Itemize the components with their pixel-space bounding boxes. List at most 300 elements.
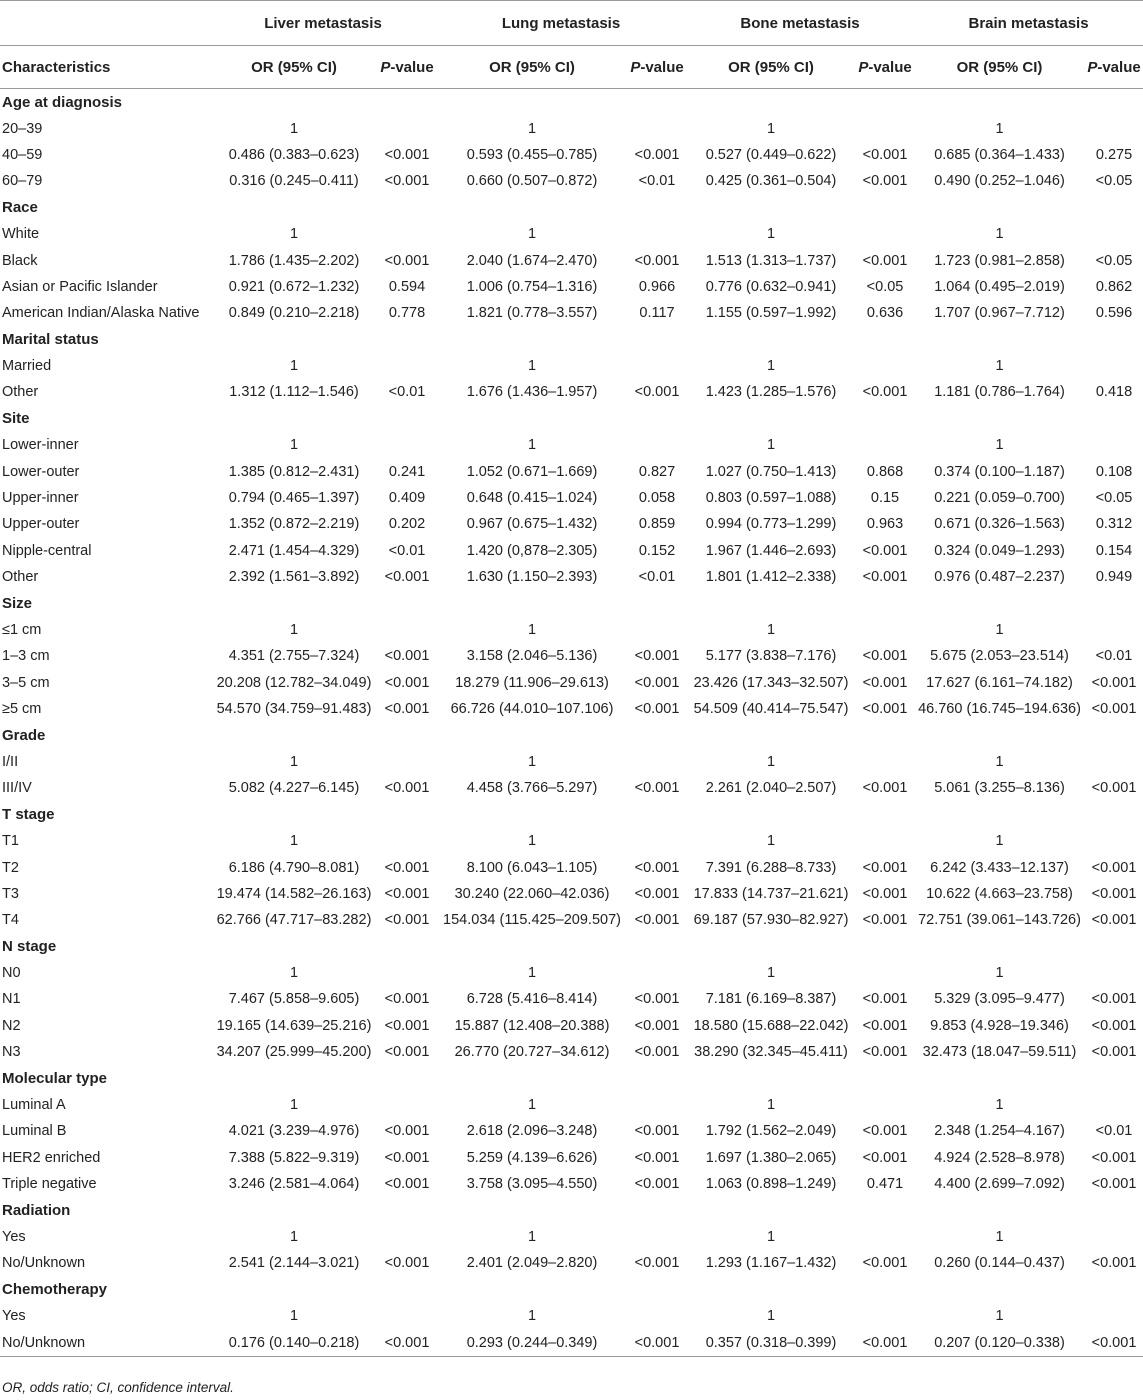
empty-cell <box>1085 195 1143 221</box>
table-row <box>0 274 1143 300</box>
p-value-cell-lung: <0.001 <box>634 1017 680 1034</box>
section-row <box>0 722 1143 748</box>
or-cell-bone: 1 <box>766 1308 776 1325</box>
or-cell-lung: 1 <box>527 1228 537 1245</box>
row-label: 20–39 <box>2 120 43 137</box>
p-value-cell-bone: 0.471 <box>866 1176 904 1193</box>
empty-cell <box>436 1277 628 1303</box>
or-cell-lung: 1.006 (0.754–1.316) <box>466 278 598 295</box>
empty-cell <box>856 722 914 748</box>
p-value-cell-liver: <0.001 <box>384 701 430 718</box>
empty-cell <box>378 1065 436 1091</box>
p-value-cell-bone: <0.001 <box>862 991 908 1008</box>
p-value-cell-lung: 0.827 <box>638 463 676 480</box>
p-value-cell-brain <box>1085 960 1143 986</box>
or-cell-brain: 0.671 (0.326–1.563) <box>934 516 1065 533</box>
empty-cell <box>856 934 914 960</box>
row-label: Yes <box>2 1228 26 1245</box>
section-label: Race <box>2 199 38 217</box>
or-cell-lung: 0.967 (0.675–1.432) <box>466 516 598 533</box>
or-cell-liver: 62.766 (47.717–83.282) <box>216 912 372 929</box>
p-value-cell-brain: <0.01 <box>1095 1123 1133 1140</box>
row-label: I/II <box>2 753 19 770</box>
or-cell-bone: 0.994 (0.773–1.299) <box>705 516 837 533</box>
row-label: 3–5 cm <box>2 674 50 691</box>
or-cell-brain: 0.221 (0.059–0.700) <box>934 490 1065 507</box>
table-row <box>0 775 1143 801</box>
group-header-lung: Lung metastasis <box>436 1 686 46</box>
p-value-cell-liver: <0.001 <box>384 1044 430 1061</box>
table-body <box>0 89 1143 1357</box>
or-cell-brain: 1.723 (0.981–2.858) <box>934 252 1065 269</box>
table-row <box>0 1013 1143 1039</box>
empty-cell <box>628 327 686 353</box>
or-cell-brain: 9.853 (4.928–19.346) <box>930 1017 1069 1034</box>
row-label: N2 <box>2 1017 21 1034</box>
or-cell-lung: 2.040 (1.674–2.470) <box>466 252 598 269</box>
p-value-header-liver <box>378 46 436 89</box>
table-row <box>0 1145 1143 1171</box>
p-value-cell-liver: <0.001 <box>384 569 430 586</box>
or-cell-liver: 2.392 (1.561–3.892) <box>228 569 360 586</box>
empty-cell <box>628 722 686 748</box>
or-cell-liver: 1 <box>289 226 299 243</box>
section-label: Grade <box>2 727 46 745</box>
or-cell-lung: 1.821 (0.778–3.557) <box>466 305 598 322</box>
empty-cell <box>378 89 436 116</box>
column-header-row <box>0 46 1143 89</box>
or-cell-liver: 7.388 (5.822–9.319) <box>228 1149 360 1166</box>
p-value-cell-brain: <0.001 <box>1091 1255 1137 1272</box>
empty-cell <box>856 327 914 353</box>
empty-cell <box>210 195 378 221</box>
p-value-cell-lung: <0.001 <box>628 1329 686 1356</box>
p-value-cell-brain: 0.312 <box>1095 516 1133 533</box>
p-value-cell-liver <box>378 960 436 986</box>
or-cell-liver: 1 <box>289 965 299 982</box>
or-cell-lung: 1 <box>527 965 537 982</box>
p-value-cell-brain <box>1085 1092 1143 1118</box>
or-cell-brain: 0.260 (0.144–0.437) <box>934 1255 1065 1272</box>
or-cell-bone: 2.261 (2.040–2.507) <box>705 780 837 797</box>
p-value-cell-brain: <0.001 <box>1091 1176 1137 1193</box>
p-letter: P <box>380 58 391 76</box>
or-cell-brain: 17.627 (6.161–74.182) <box>926 674 1073 691</box>
or-cell-brain: 1 <box>995 965 1004 982</box>
p-value-cell-bone <box>856 353 914 379</box>
or-cell-lung: 3.758 (3.095–4.550) <box>466 1176 598 1193</box>
p-value-cell-bone: <0.001 <box>862 1123 908 1140</box>
empty-cell <box>628 802 686 828</box>
p-value-cell-lung: <0.01 <box>638 173 676 190</box>
or-cell-liver: 20.208 (12.782–34.049) <box>216 674 372 691</box>
p-value-cell-liver <box>378 353 436 379</box>
or-cell-brain: 1 <box>995 1097 1004 1114</box>
or-cell-brain: 1 <box>995 358 1004 375</box>
or-cell-brain: 0.324 (0.049–1.293) <box>934 542 1065 559</box>
row-label: Asian or Pacific Islander <box>2 278 158 295</box>
section-label: Molecular type <box>2 1070 108 1088</box>
empty-cell <box>686 1197 856 1223</box>
p-value-cell-lung: <0.001 <box>634 1255 680 1272</box>
table-row <box>0 353 1143 379</box>
section-row <box>0 195 1143 221</box>
p-value-cell-bone: <0.001 <box>862 146 908 163</box>
or-cell-liver: 1.786 (1.435–2.202) <box>228 252 360 269</box>
p-value-header-brain <box>1085 46 1143 89</box>
or-cell-bone: 1.293 (1.167–1.432) <box>705 1255 837 1272</box>
p-value-cell-brain: 0.862 <box>1095 278 1133 295</box>
section-row <box>0 327 1143 353</box>
or-cell-liver: 0.849 (0.210–2.218) <box>228 305 360 322</box>
or-cell-lung: 18.279 (11.906–29.613) <box>455 674 609 691</box>
or-cell-brain: 1 <box>995 1228 1004 1245</box>
empty-cell <box>436 802 628 828</box>
empty-cell <box>628 1197 686 1223</box>
row-label: Other <box>2 569 39 586</box>
section-row <box>0 406 1143 432</box>
p-value-cell-bone: <0.001 <box>862 674 908 691</box>
p-value-cell-liver: <0.001 <box>384 1123 430 1140</box>
section-row <box>0 89 1143 116</box>
p-value-cell-brain: <0.001 <box>1085 1329 1143 1356</box>
or-cell-bone: 18.580 (15.688–22.042) <box>693 1017 849 1034</box>
p-value-cell-lung <box>628 617 686 643</box>
empty-cell <box>686 1065 856 1091</box>
p-value-cell-lung: <0.001 <box>634 1176 680 1193</box>
p-value-cell-brain: <0.001 <box>1091 912 1137 929</box>
or-cell-lung: 6.728 (5.416–8.414) <box>466 991 598 1008</box>
or-cell-liver: 1 <box>289 833 299 850</box>
row-label: No/Unknown <box>2 1255 86 1272</box>
or-cell-lung: 1 <box>527 226 537 243</box>
row-label: N1 <box>2 991 21 1008</box>
p-value-cell-bone: <0.001 <box>862 1149 908 1166</box>
table-row <box>0 854 1143 880</box>
or-cell-bone: 7.391 (6.288–8.733) <box>705 859 837 876</box>
or-cell-lung: 1 <box>527 753 537 770</box>
p-value-cell-bone: <0.001 <box>862 1255 908 1272</box>
or-cell-bone: 1 <box>766 437 776 454</box>
empty-cell <box>914 590 1085 616</box>
row-label: 1–3 cm <box>2 648 50 665</box>
or-cell-liver: 3.246 (2.581–4.064) <box>228 1176 360 1193</box>
p-value-cell-liver: 0.594 <box>388 278 426 295</box>
empty-cell <box>436 934 628 960</box>
or-cell-liver: 1 <box>289 120 299 137</box>
or-cell-bone: 1.063 (0.898–1.249) <box>705 1176 837 1193</box>
empty-cell <box>1085 934 1143 960</box>
characteristics-header: Characteristics <box>0 46 210 89</box>
or-cell-bone: 1.423 (1.285–1.576) <box>705 384 837 401</box>
empty-cell <box>628 1065 686 1091</box>
p-value-cell-bone: 0.868 <box>866 463 904 480</box>
or-cell-brain: 4.400 (2.699–7.092) <box>934 1176 1065 1193</box>
p-value-cell-lung <box>628 221 686 247</box>
table-row <box>0 485 1143 511</box>
or-cell-brain: 72.751 (39.061–143.726) <box>918 912 1081 929</box>
p-value-cell-liver: 0.202 <box>388 516 426 533</box>
row-label: Luminal A <box>2 1097 66 1114</box>
or-cell-liver: 54.570 (34.759–91.483) <box>216 701 372 718</box>
table-row <box>0 564 1143 590</box>
or-cell-lung: 66.726 (44.010–107.106) <box>450 701 614 718</box>
group-header-liver: Liver metastasis <box>210 1 436 46</box>
p-value-cell-bone: <0.05 <box>866 278 904 295</box>
or-cell-brain: 1 <box>995 437 1004 454</box>
or-cell-bone: 1 <box>766 622 776 638</box>
empty-cell <box>1085 406 1143 432</box>
section-label: Radiation <box>2 1202 71 1220</box>
group-header-blank <box>0 1 210 46</box>
row-label: Married <box>2 358 52 375</box>
section-row <box>0 1197 1143 1223</box>
p-value-cell-liver <box>378 432 436 458</box>
row-label: Other <box>2 384 39 401</box>
table-row <box>0 1039 1143 1065</box>
p-value-cell-liver: 0.241 <box>388 463 426 480</box>
empty-cell <box>914 1065 1085 1091</box>
p-value-cell-brain: <0.001 <box>1091 1044 1137 1061</box>
or-cell-bone: 1.027 (0.750–1.413) <box>705 463 837 480</box>
table-row <box>0 986 1143 1012</box>
empty-cell <box>628 1277 686 1303</box>
or-cell-liver: 1 <box>289 622 299 638</box>
p-value-cell-lung: <0.001 <box>634 1149 680 1166</box>
row-label: Black <box>2 252 38 269</box>
or-cell-liver: 1 <box>289 1228 299 1245</box>
table-row <box>0 670 1143 696</box>
p-value-cell-brain: 0.154 <box>1095 542 1133 559</box>
or-cell-lung: 1 <box>527 833 537 850</box>
empty-cell <box>1085 327 1143 353</box>
p-value-cell-lung <box>628 353 686 379</box>
or-cell-liver: 6.186 (4.790–8.081) <box>228 859 360 876</box>
empty-cell <box>914 327 1085 353</box>
empty-cell <box>436 89 628 116</box>
p-value-cell-brain: <0.05 <box>1095 490 1133 507</box>
or-cell-lung: 5.259 (4.139–6.626) <box>466 1149 598 1166</box>
group-header-row <box>0 1 1143 46</box>
empty-cell <box>686 89 856 116</box>
p-value-cell-brain <box>1085 1303 1143 1329</box>
p-value-cell-liver: <0.01 <box>388 542 426 559</box>
or-cell-brain: 0.490 (0.252–1.046) <box>934 173 1065 190</box>
empty-cell <box>210 934 378 960</box>
p-value-cell-lung <box>628 1224 686 1250</box>
empty-cell <box>210 1197 378 1223</box>
p-value-cell-lung <box>628 432 686 458</box>
or-cell-liver: 1 <box>289 1308 299 1325</box>
or-cell-brain: 32.473 (18.047–59.511) <box>922 1044 1077 1061</box>
empty-cell <box>628 195 686 221</box>
p-value-header-bone <box>856 46 914 89</box>
row-label: N0 <box>2 965 21 982</box>
p-value-cell-bone: <0.001 <box>862 780 908 797</box>
or-cell-brain: 6.242 (3.433–12.137) <box>930 859 1069 876</box>
or-cell-bone: 1 <box>766 1228 776 1245</box>
p-value-cell-brain: 0.596 <box>1095 305 1133 322</box>
p-value-cell-lung: 0.152 <box>638 542 676 559</box>
or-cell-liver: 1.385 (0.812–2.431) <box>228 463 360 480</box>
p-value-cell-lung: <0.001 <box>634 991 680 1008</box>
empty-cell <box>856 802 914 828</box>
p-value-cell-bone: <0.001 <box>862 701 908 718</box>
p-value-cell-brain <box>1085 617 1143 643</box>
or-cell-lung: 1.052 (0.671–1.669) <box>466 463 598 480</box>
or-cell-lung: 1 <box>527 1308 537 1325</box>
p-value-cell-liver: <0.001 <box>384 252 430 269</box>
p-value-cell-bone <box>856 960 914 986</box>
p-value-cell-bone <box>856 1092 914 1118</box>
section-row <box>0 802 1143 828</box>
or-cell-brain: 1 <box>995 1308 1004 1325</box>
table-row <box>0 115 1143 141</box>
empty-cell <box>378 590 436 616</box>
p-value-cell-brain: 0.275 <box>1095 146 1133 163</box>
p-value-cell-bone: <0.001 <box>856 1329 914 1356</box>
p-value-cell-liver <box>378 115 436 141</box>
or-cell-bone: 1.967 (1.446–2.693) <box>705 542 837 559</box>
empty-cell <box>436 327 628 353</box>
empty-cell <box>856 1277 914 1303</box>
or-cell-bone: 69.187 (57.930–82.927) <box>693 912 849 929</box>
p-value-cell-bone: <0.001 <box>862 885 908 902</box>
or-cell-brain: 0.207 (0.120–0.338) <box>914 1329 1085 1356</box>
p-value-cell-bone <box>856 432 914 458</box>
row-label: T4 <box>2 912 19 929</box>
or-cell-liver: 0.921 (0.672–1.232) <box>228 278 360 295</box>
p-value-cell-brain: <0.001 <box>1091 991 1137 1008</box>
table-row <box>0 168 1143 194</box>
table-row <box>0 458 1143 484</box>
p-value-cell-bone: <0.001 <box>862 912 908 929</box>
empty-cell <box>628 934 686 960</box>
or-cell-brain: 5.329 (3.095–9.477) <box>934 991 1065 1008</box>
p-value-cell-bone: 0.636 <box>866 305 904 322</box>
p-suffix: -value <box>640 58 684 76</box>
table-row <box>0 617 1143 643</box>
or-cell-lung: 1 <box>527 358 537 375</box>
p-value-cell-bone: <0.001 <box>862 648 908 665</box>
p-value-cell-bone: <0.001 <box>862 569 908 586</box>
p-value-cell-liver: <0.001 <box>384 648 430 665</box>
row-label: 40–59 <box>2 146 43 163</box>
p-value-cell-lung: <0.001 <box>634 1044 680 1061</box>
p-value-cell-lung: 0.117 <box>639 305 675 322</box>
p-value-cell-bone: <0.001 <box>862 173 908 190</box>
empty-cell <box>1085 1065 1143 1091</box>
table-row <box>0 1303 1143 1329</box>
p-value-cell-brain: 0.418 <box>1095 384 1133 401</box>
empty-cell <box>436 1065 628 1091</box>
or-cell-liver: 4.351 (2.755–7.324) <box>228 648 360 665</box>
p-value-cell-liver: <0.001 <box>384 1017 430 1034</box>
p-value-cell-brain: <0.001 <box>1091 674 1137 691</box>
or-cell-brain: 46.760 (16.745–194.636) <box>918 701 1081 718</box>
or-cell-liver: 5.082 (4.227–6.145) <box>228 780 360 797</box>
table-row <box>0 379 1143 405</box>
p-value-cell-bone: <0.001 <box>862 252 908 269</box>
p-value-cell-lung: 0.058 <box>638 490 676 507</box>
empty-cell <box>914 406 1085 432</box>
p-value-cell-bone: <0.001 <box>862 1017 908 1034</box>
table-row <box>0 142 1143 168</box>
empty-cell <box>914 195 1085 221</box>
or-cell-lung: 3.158 (2.046–5.136) <box>466 648 598 665</box>
empty-cell <box>378 1277 436 1303</box>
empty-cell <box>1085 1197 1143 1223</box>
or-cell-liver: 7.467 (5.858–9.605) <box>228 991 360 1008</box>
table-row <box>0 511 1143 537</box>
p-value-cell-lung: <0.001 <box>634 885 680 902</box>
or-cell-bone: 1.697 (1.380–2.065) <box>705 1149 837 1166</box>
section-label: Marital status <box>2 331 99 349</box>
p-value-cell-brain: <0.001 <box>1091 701 1137 718</box>
empty-cell <box>914 802 1085 828</box>
or-header-liver: OR (95% CI) <box>210 46 378 89</box>
section-label: T stage <box>2 806 55 824</box>
table-row <box>0 960 1143 986</box>
empty-cell <box>628 406 686 432</box>
or-cell-liver: 2.471 (1.454–4.329) <box>228 542 360 559</box>
or-cell-lung: 30.240 (22.060–42.036) <box>454 885 610 902</box>
p-letter: P <box>858 58 869 76</box>
row-label: ≥5 cm <box>2 701 42 718</box>
p-value-cell-liver <box>378 749 436 775</box>
empty-cell <box>378 722 436 748</box>
or-cell-brain: 10.622 (4.663–23.758) <box>926 885 1073 902</box>
empty-cell <box>914 722 1085 748</box>
table-row <box>0 1171 1143 1197</box>
p-value-cell-liver <box>378 1224 436 1250</box>
empty-cell <box>914 934 1085 960</box>
or-cell-bone: 7.181 (6.169–8.387) <box>705 991 837 1008</box>
or-cell-liver: 1.352 (0.872–2.219) <box>228 516 360 533</box>
row-label: Yes <box>2 1308 26 1325</box>
p-suffix: -value <box>390 58 434 76</box>
p-value-cell-brain: <0.05 <box>1095 252 1133 269</box>
p-value-cell-liver: <0.001 <box>384 912 430 929</box>
row-label: Nipple-central <box>2 542 92 559</box>
or-cell-bone: 0.776 (0.632–0.941) <box>705 278 837 295</box>
empty-cell <box>210 327 378 353</box>
or-cell-liver: 2.541 (2.144–3.021) <box>228 1255 360 1272</box>
or-cell-liver: 34.207 (25.999–45.200) <box>216 1044 372 1061</box>
p-suffix: -value <box>1097 58 1141 76</box>
or-cell-brain: 1 <box>995 120 1004 137</box>
or-cell-lung: 1.630 (1.150–2.393) <box>466 569 598 586</box>
p-value-cell-liver: <0.001 <box>384 780 430 797</box>
p-value-cell-liver: <0.001 <box>384 1149 430 1166</box>
p-value-cell-bone: <0.001 <box>862 542 908 559</box>
p-value-cell-brain: <0.001 <box>1091 859 1137 876</box>
or-cell-brain: 0.685 (0.364–1.433) <box>934 146 1065 163</box>
empty-cell <box>686 195 856 221</box>
row-label: Lower-inner <box>2 437 79 454</box>
p-value-cell-lung: 0.966 <box>638 278 676 295</box>
or-cell-liver: 19.474 (14.582–26.163) <box>216 885 372 902</box>
p-value-cell-brain: <0.001 <box>1091 780 1137 797</box>
row-label: American Indian/Alaska Native <box>2 305 200 322</box>
empty-cell <box>1085 802 1143 828</box>
empty-cell <box>378 327 436 353</box>
row-label: N3 <box>2 1044 21 1061</box>
p-value-cell-lung: <0.001 <box>634 384 680 401</box>
section-label: Site <box>2 410 30 428</box>
or-cell-lung: 26.770 (20.727–34.612) <box>454 1044 610 1061</box>
empty-cell <box>378 1197 436 1223</box>
